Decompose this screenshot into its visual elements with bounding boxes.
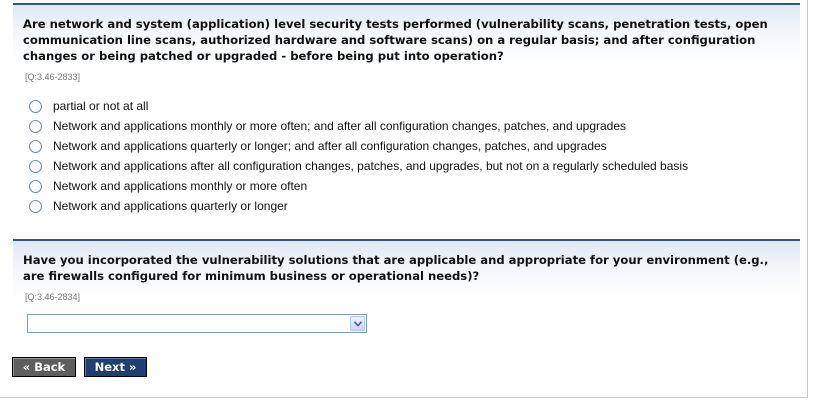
radio-button[interactable] [29,180,42,193]
radio-option-label: partial or not at all [53,99,149,113]
question-text: Are network and system (application) level security tests performed (vulnerability scans, penetration tests, open communication line scans, authorized hardware and software scans) on a regular basis; and after configuration changes or being patched or upgraded - before being put into operation? [23,17,768,63]
back-button[interactable]: « Back [12,357,76,377]
answer-select[interactable] [27,314,367,333]
question-block-2833 [13,3,800,225]
radio-option-label: Network and applications monthly or more often; and after all configuration changes, patches, and upgrades [53,119,627,133]
radio-option-5[interactable] [29,176,800,196]
radio-option-2[interactable] [29,116,800,136]
radio-option-6[interactable] [29,196,800,216]
question-code: [Q:3.46-2833] [25,72,81,82]
question-block-2834 [13,239,800,344]
radio-option-label: Network and applications quarterly or longer [53,199,288,213]
radio-button[interactable] [29,100,42,113]
radio-option-1[interactable] [29,96,800,116]
radio-button[interactable] [29,120,42,133]
radio-option-3[interactable] [29,136,800,156]
radio-button[interactable] [29,160,42,173]
next-button[interactable]: Next » [84,357,147,377]
radio-button[interactable] [29,200,42,213]
radio-option-label: Network and applications monthly or more often [53,179,308,193]
chevron-down-icon[interactable] [350,316,365,331]
radio-option-label: Network and applications quarterly or longer; and after all configuration changes, patches, and upgrades [53,139,607,153]
radio-option-label: Network and applications after all configuration changes, patches, and upgrades, but not on a regularly scheduled basis [53,159,689,173]
radio-button[interactable] [29,140,42,153]
question-code: [Q:3.46-2834] [25,292,81,302]
question-text: Have you incorporated the vulnerability solutions that are applicable and appropriate for your environment (e.g., are firewalls configured for minimum business or operational needs)? [23,253,769,283]
answer-options [29,96,800,216]
radio-option-4[interactable] [29,156,800,176]
